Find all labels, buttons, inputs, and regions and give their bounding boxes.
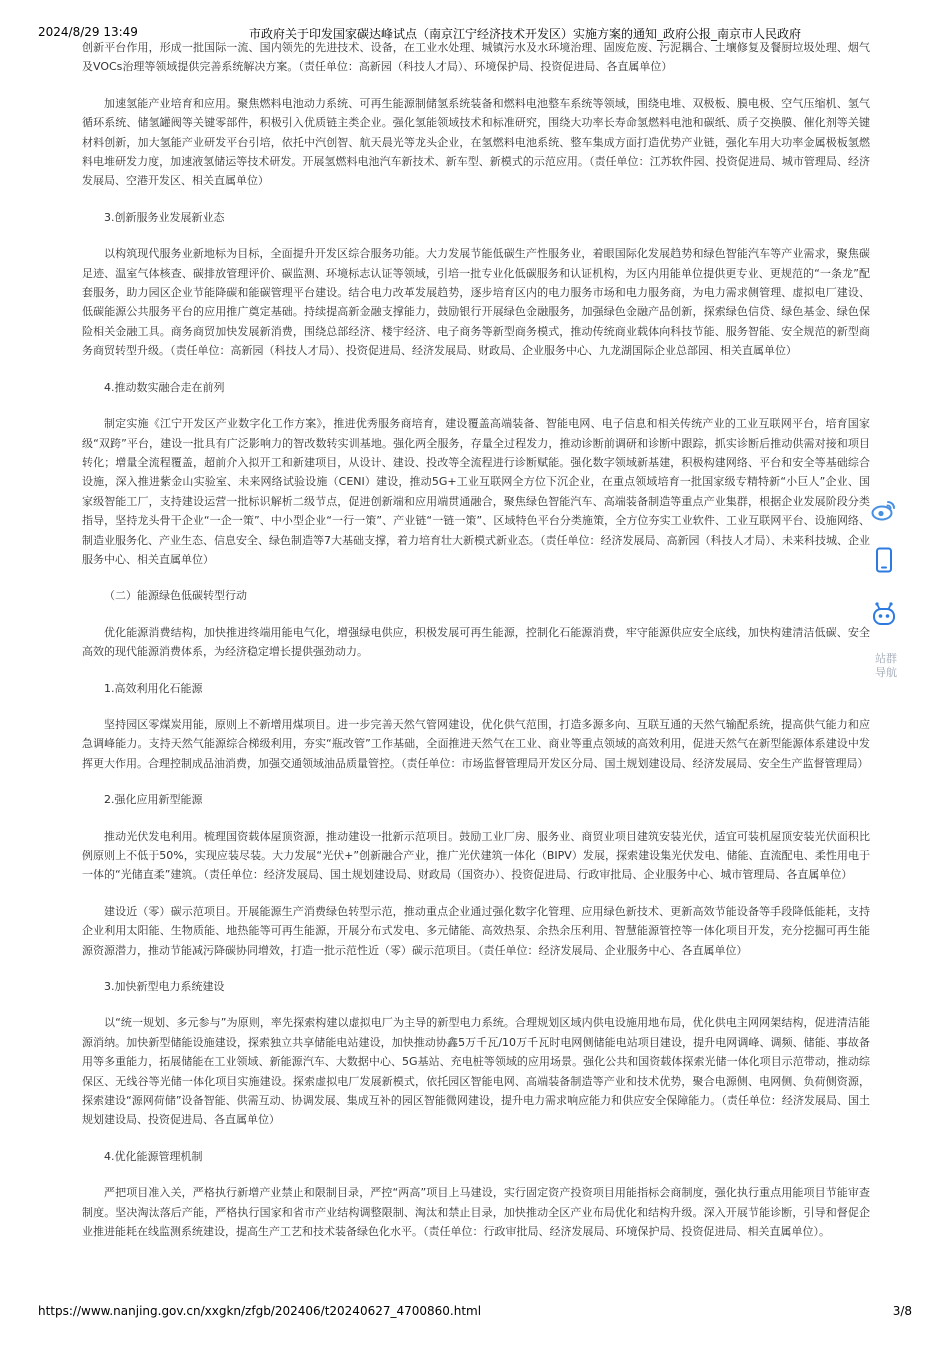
paragraph: 优化能源消费结构，加快推进终端用能电气化，增强绿电供应，积极发展可再生能源，控制化石能源消费，牢守能源供应安全底线，加快构建清洁低碳、安全高效的现代能源消费体系，为经济稳定增长提供强劲动力。 [82,625,870,659]
paragraph: 制定实施《江宁开发区产业数字化工作方案》，推进优秀服务商培育，建设覆盖高端装备、智能电网、电子信息和相关传统产业的工业互联网平台，培育国家级“双跨”平台，建设一批具有广泛影响力的智改数转实训基地。强化两全服务，存量全过程发力，推动诊断前调研和诊断中跟踪，抓实诊断后推动供需对接和项目转化；增量全流程覆盖，超前介入拟开工和新建项目，从设计、建设、投改等全流程进行诊断赋能。强化数字领域新基建，积极构建网络、平台和安全等基础综合设施，深入推进紫金山实验室、未来网络试验设施（CENI）建设，推动5G+工业互联网全方位下沉企业，在重点领域培育一批国家级专精特新“小巨人”企业、国家级智能工厂，支持建设运营一批标识解析二级节点，促进创新端和应用端贯通融合，聚焦绿色智能汽车、高端装备制造等重点产业集群，根据企业发展阶段分类指导，坚持龙头骨干企业“一企一策”、中小型企业“一行一策”、产业链“一链一策”、区域特色平台分类施策，全方位夯实工业软件、工业互联网平台、设施网络、制造业服务化、产业生态、信息安全、绿色制造等7大基础支撑，着力培育壮大新模式新业态。（责任单位：经济发展局、高新园（科技人才局）、未来科技城、企业服务中心、相关直属单位） [82,417,870,566]
mobile-button[interactable] [866,542,902,578]
site-group-nav-label-1: 站群 [875,652,897,665]
section-heading: 4.推动数实融合走在前列 [104,380,225,394]
paragraph: 坚持园区零煤炭用能，原则上不新增用煤项目。进一步完善天然气管网建设，优化供气范围，打造多源多向、互联互通的天然气输配系统，提高供气能力和应急调峰能力。支持天然气能源综合梯级利用，夯实“瓶改管”工作基础，全面推进天然气在工业、商业等重点领域的高效利用，促进天然气在新型能源体系建设中发挥更大作用。合理控制成品油消费，加强交通领域油品质量管控。（责任单位：市场监督管理局开发区分局、国土规划建设局、经济发展局、安全生产监督管理局） [82,717,870,770]
paragraph: 推动光伏发电利用。梳理国资载体屋顶资源，推动建设一批新示范项目。鼓励工业厂房、服务业、商贸业项目建筑安装光伏，适宜可装机屋顶安装光伏面积比例原则上不低于50%，实现应装尽装。大力发展“光伏+”创新融合产业，推广光伏建筑一体化（BIPV）发展，探索建设集光伏发电、储能、直流配电、柔性用电于一体的“光储直柔”建筑。（责任单位：经济发展局、国土规划建设局、财政局（国资办）、投资促进局、行政审批局、企业服务中心、城市管理局、各直属单位） [82,829,870,882]
article-body [82,38,870,1259]
print-footer [0,1304,950,1326]
section-heading: 1.高效利用化石能源 [104,681,203,695]
robot-assistant-button[interactable] [866,596,902,632]
print-page-number: 3/8 [892,1304,912,1318]
paragraph: 建设近（零）碳示范项目。开展能源生产消费绿色转型示范，推动重点企业通过强化数字化管理、应用绿色新技术、更新高效节能设备等手段降低能耗，支持企业利用太阳能、生物质能、地热能等可再生能源，开展分布式发电、多元储能、高效热泵、余热余压利用、智慧能源管控等一体化项目开发，充分挖掘可再生能源资源潜力，推动节能减污降碳协同增效，打造一批示范性近（零）碳示范项目。（责任单位：经济发展局、企业服务中心、各直属单位） [82,904,870,957]
mobile-phone-icon [875,547,893,573]
section-heading: 3.创新服务业发展新业态 [104,210,225,224]
section-heading: 4.优化能源管理机制 [104,1149,203,1163]
paragraph: 加速氢能产业培育和应用。聚焦燃料电池动力系统、可再生能源制储氢系统装备和燃料电池整车系统等领域，围绕电堆、双极板、膜电极、空气压缩机、氢气循环系统、储氢罐阀等关键零部件，积极引入优质链主类企业。强化氢能领域技术和标准研究，围绕大功率长寿命氢燃料电池和碳纸、质子交换膜、催化剂等关键材料创新，加大氢能产业研发平台引培，依托中汽创智、航天晨光等龙头企业，在氢燃料电池系统、整车集成方面打造优势产业链，强化车用大功率金属极板氢燃料电堆研发力度，加速液氢储运等技术研发。开展氢燃料电池汽车新技术、新车型、新模式的示范应用。（责任单位：江苏软件园、投资促进局、城市管理局、经济发展局、空港开发区、相关直属单位） [82,96,870,188]
paragraph: 以构筑现代服务业新地标为目标，全面提升开发区综合服务功能。大力发展节能低碳生产性服务业，着眼国际化发展趋势和绿色智能汽车等产业需求，聚焦碳足迹、温室气体核查、碳排放管理评价、碳监测、环境标志认证等领域，引培一批专业化低碳服务和认证机构，为区内用能单位提供更专业、更规范的“一条龙”配套服务，助力园区企业节能降碳和能碳管理平台建设。结合电力改革发展趋势，逐步培育区内的电力服务市场和电力服务商，为电力需求侧管理、虚拟电厂建设、低碳能源公共服务平台的应用推广奠定基础。持续提高新金融支撑能力，鼓励银行开展绿色金融服务，加强绿色金融产品创新，探索绿色信贷、绿色基金、绿色保险相关金融工具。商务商贸加快发展新消费，围绕总部经济、楼宇经济、电子商务等新型商务模式，推动传统商业载体向科技节能、服务智能、安全规范的新型商务商贸转型升级。（责任单位：高新园（科技人才局）、投资促进局、经济发展局、财政局、企业服务中心、九龙湖国际企业总部园、相关直属单位） [82,247,870,358]
paragraph: 严把项目准入关，严格执行新增产业禁止和限制目录，严控“两高”项目上马建设，实行固定资产投资项目用能指标会商制度，强化执行重点用能项目节能审查制度。坚决淘汰落后产能，严格执行国家和省市产业结构调整限制、淘汰和禁止目录，加快推动全区产业布局优化和结构升级。深入开展节能诊断，引导和督促企业推进能耗在线监测系统建设，提高生产工艺和技术装备绿色化水平。（责任单位：行政审批局、经济发展局、环境保护局、投资促进局、相关直属单位）。 [82,1186,870,1239]
paragraph-continuation: 创新平台作用，形成一批国际一流、国内领先的先进技术、设备，在工业水处理、城镇污水及水环境治理、固废危废、污泥耦合、土壤修复及餐厨垃圾处理、烟气及VOCs治理等领域提供完善系统解决方案。（责任单位：高新园（科技人才局）、环境保护局、投资促进局、各直属单位） [82,41,870,74]
section-heading: （二）能源绿色低碳转型行动 [104,589,247,603]
section-heading: 2.强化应用新型能源 [104,793,203,807]
site-group-nav-label-2: 导航 [875,666,897,679]
section-heading: 3.加快新型电力系统建设 [104,980,225,994]
weibo-icon [871,498,897,522]
paragraph: 以“统一规划、多元参与”为原则，率先探索构建以虚拟电厂为主导的新型电力系统。合理规划区域内供电设施用地布局，优化供电主网网架结构，促进清洁能源消纳。加快新型储能设施建设，探索独立共享储能电站建设，加快推动协鑫5万千瓦/10万千瓦时电网侧储能电站项目建设，提升电网调峰、调频、储能、事故备用等多重能力，拓展储能在工业领域、新能源汽车、大数据中心、5G基站、充电桩等领域的应用场景。强化公共和国资载体探索光储一体化项目示范带动，推动综保区、无线谷等光储一体化项目实施建设。探索虚拟电厂发展新模式，依托园区智能电网、高端装备制造等产业和技术优势，聚合电源侧、电网侧、负荷侧资源，探索建设“源网荷储”设备智能、供需互动、协调发展、集成互补的园区智能微网建设，提升电力需求响应能力和供应安全保障能力。（责任单位：经济发展局、国土规划建设局、投资促进局、各直属单位） [82,1016,870,1127]
print-header [0,0,950,40]
site-group-nav-button[interactable] [868,652,904,680]
print-datetime: 2024/8/29 13:49 [38,25,138,39]
print-url: https://www.nanjing.gov.cn/xxgkn/zfgb/202406/t20240627_4700860.html [38,1304,482,1318]
robot-icon [871,601,897,627]
weibo-button[interactable] [866,492,902,528]
print-page-title: 市政府关于印发国家碳达峰试点（南京江宁经济技术开发区）实施方案的通知_政府公报_南京市人民政府 [249,27,802,41]
